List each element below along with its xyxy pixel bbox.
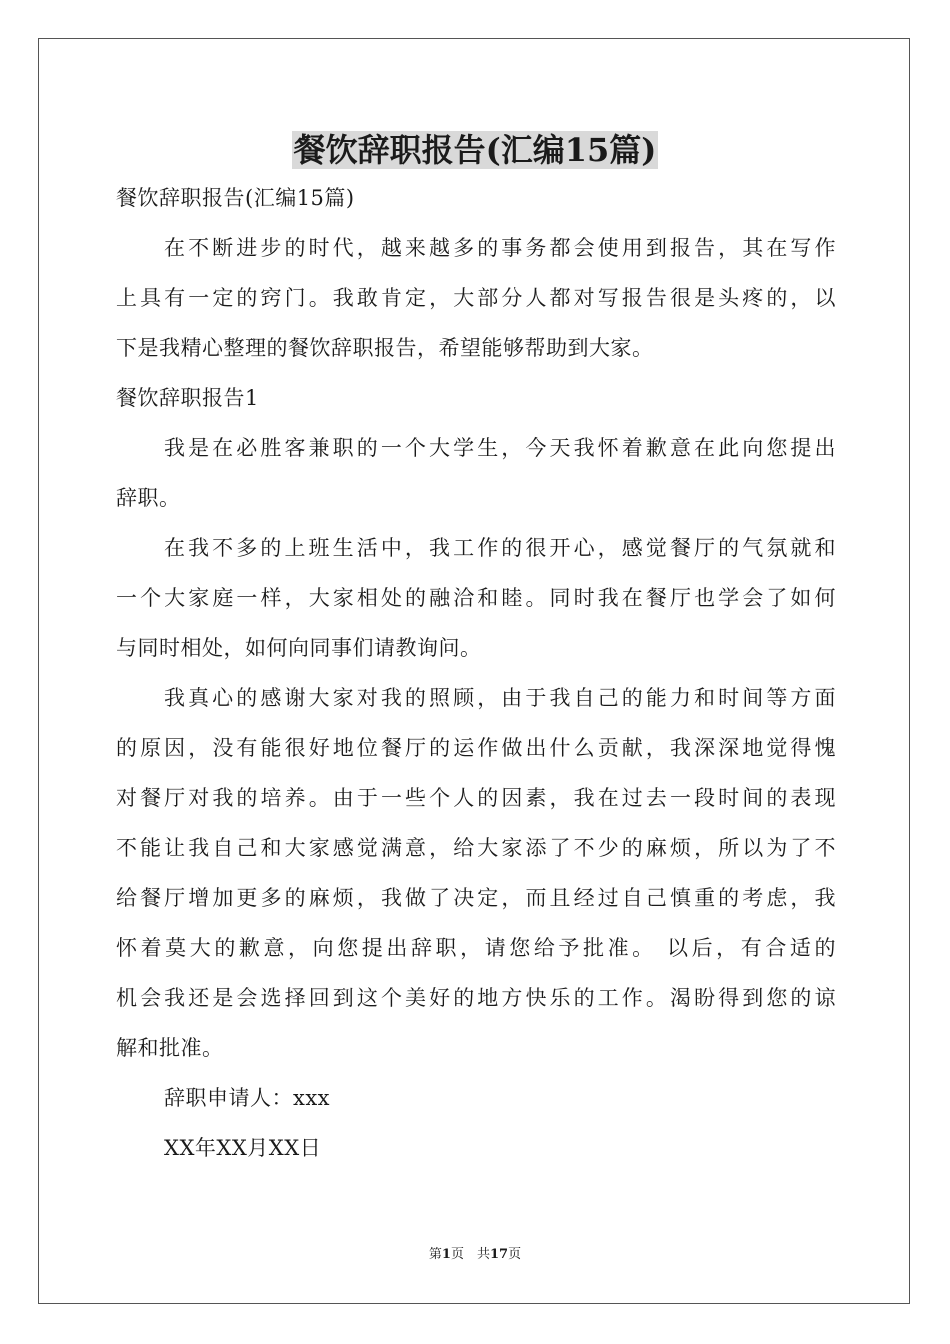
paragraph-line: 解和批准。 [116, 1036, 224, 1060]
subtitle-line: 餐饮辞职报告(汇编15篇) [116, 186, 355, 210]
document-title-text: 餐饮辞职报告(汇编15篇) [293, 131, 657, 169]
document-title [0, 124, 950, 176]
paragraph-line: 与同时相处，如何向同事们请教询问。 [116, 636, 482, 660]
paragraph-line: 我真心的感谢大家对我的照顾，由于我自己的能力和时间等方面 [164, 686, 836, 710]
footer-label: 页 [508, 1247, 522, 1262]
paragraph-line: 怀着莫大的歉意，向您提出辞职，请您给予批准。 以后，有合适的 [116, 936, 836, 960]
footer-label: 第 [428, 1247, 442, 1262]
paragraph-line: 对餐厅对我的培养。由于一些个人的因素，我在过去一段时间的表现 [116, 786, 836, 810]
page-border [38, 38, 910, 1304]
paragraph-line: 下是我精心整理的餐饮辞职报告，希望能够帮助到大家。 [116, 336, 654, 360]
paragraph-line: 我是在必胜客兼职的一个大学生，今天我怀着歉意在此向您提出 [164, 436, 836, 460]
section-heading: 餐饮辞职报告1 [116, 386, 259, 410]
paragraph-line: 在我不多的上班生活中，我工作的很开心，感觉餐厅的气氛就和 [164, 536, 836, 560]
page-number: 1 [441, 1247, 451, 1262]
signature-line: 辞职申请人：xxx [164, 1086, 331, 1110]
paragraph-line: 一个大家庭一样，大家相处的融洽和睦。同时我在餐厅也学会了如何 [116, 586, 836, 610]
paragraph-line: 的原因，没有能很好地位餐厅的运作做出什么贡献，我深深地觉得愧 [116, 736, 836, 760]
date-line: XX年XX月XX日 [164, 1136, 322, 1160]
paragraph-line: 在不断进步的时代，越来越多的事务都会使用到报告，其在写作 [164, 236, 836, 260]
page-footer [0, 1245, 950, 1265]
page-total: 17 [489, 1247, 509, 1262]
paragraph-line: 不能让我自己和大家感觉满意，给大家添了不少的麻烦，所以为了不 [116, 836, 836, 860]
footer-label: 页 共 [450, 1247, 490, 1262]
paragraph-line: 机会我还是会选择回到这个美好的地方快乐的工作。渴盼得到您的谅 [116, 986, 836, 1010]
paragraph-line: 上具有一定的窍门。我敢肯定，大部分人都对写报告很是头疼的，以 [116, 286, 836, 310]
paragraph-line: 辞职。 [116, 486, 181, 510]
paragraph-line: 给餐厅增加更多的麻烦，我做了决定，而且经过自己慎重的考虑，我 [116, 886, 836, 910]
